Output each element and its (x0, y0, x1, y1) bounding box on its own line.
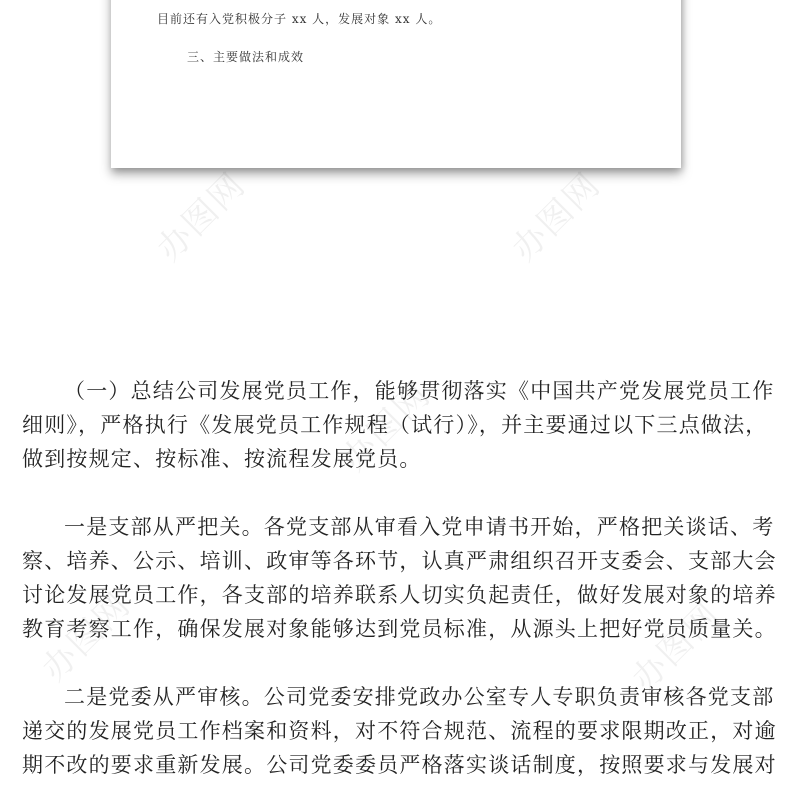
body-paragraph: （一）总结公司发展党员工作，能够贯彻落实《中国共产党发展党员工作细则》，严格执行《发展党员工作规程（试行）》，并主要通过以下三点做法，做到按规定、按标准、按流程发展党员。 (22, 379, 775, 471)
watermark: 办图网 (504, 164, 609, 270)
card-text-line: 目前还有入党积极分子 xx 人，发展对象 xx 人。 (157, 12, 442, 26)
document-preview-card (111, 0, 681, 168)
watermark: 办图网 (624, 594, 729, 700)
watermark: 办图网 (149, 164, 254, 270)
body-paragraph: 二是党委从严审核。公司党委安排党政办公室专人专职负责审核各党支部递交的发展党员工作档案和资料，对不符合规范、流程的要求限期改正，对逾期不改的要求重新发展。公司党委委员严格落实谈话制度，按照要求与发展对 (22, 685, 777, 777)
watermark: 办图网 (334, 374, 439, 480)
body-paragraph: 一是支部从严把关。各党支部从审看入党申请书开始，严格把关谈话、考察、培养、公示、培训、政审等各环节，认真严肃组织召开支委会、支部大会讨论发展党员工作，各支部的培养联系人切实负起责任，做好发展对象的培养教育考察工作，确保发展对象能够达到党员标准，从源头上把好党员质量关。 (22, 515, 777, 641)
card-section-heading: 三、主要做法和成效 (187, 50, 305, 64)
watermark: 办图网 (34, 584, 139, 690)
